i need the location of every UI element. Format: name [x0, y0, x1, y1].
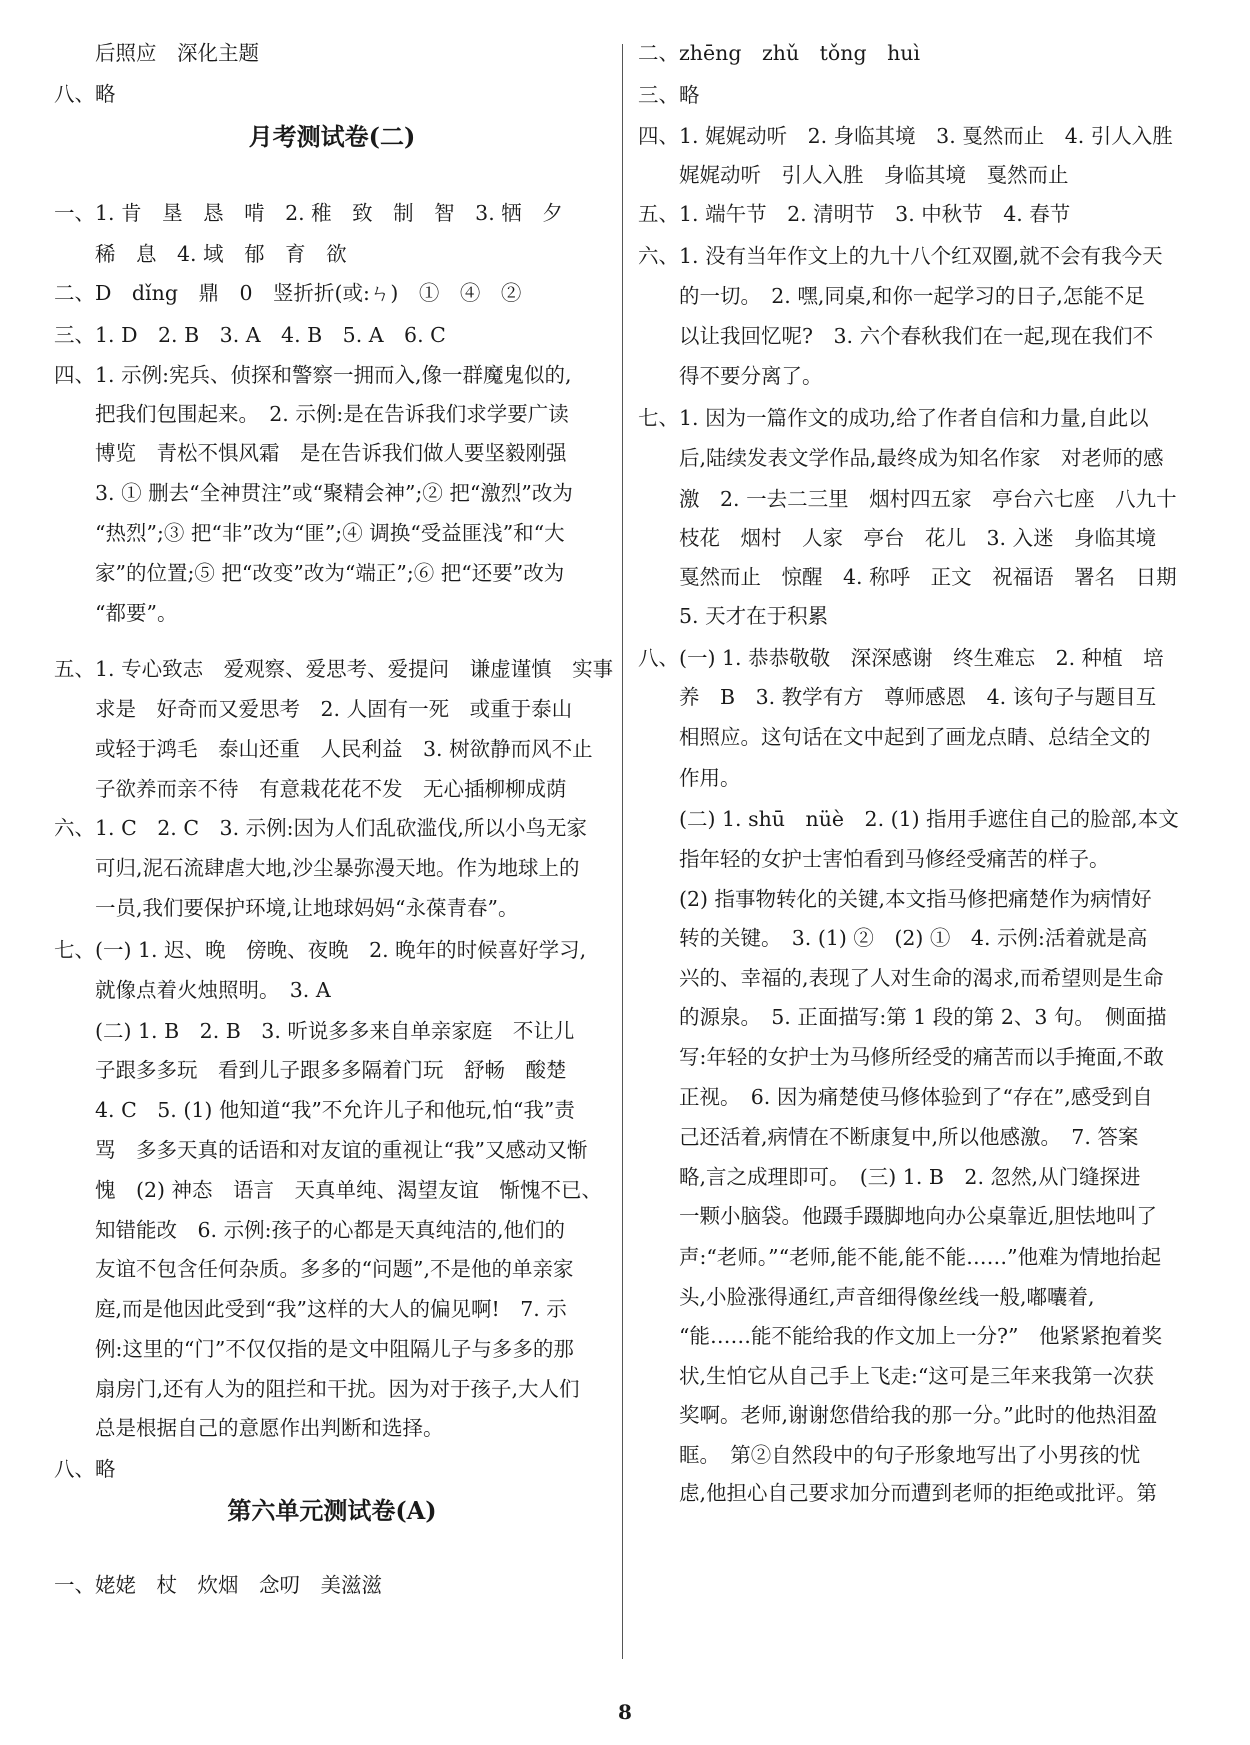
answer-line: 友谊不包含任何杂质。多多的“问题”,不是他的单亲家 — [54, 1257, 574, 1281]
section-title: 第六单元测试卷(A) — [227, 1496, 437, 1525]
answer-line: 把我们包围起来。 2. 示例:是在告诉我们求学要广读 — [54, 402, 569, 426]
answer-line: 的源泉。 5. 正面描写:第 1 段的第 2、3 句。 侧面描 — [638, 1005, 1167, 1029]
answer-line: 三、略 — [638, 83, 700, 107]
answer-line: 扇房门,还有人为的阻拦和干扰。因为对于孩子,大人们 — [54, 1377, 580, 1401]
section-title: 月考测试卷(二) — [248, 122, 416, 151]
column-divider — [622, 44, 623, 1659]
answer-line: 娓娓动听 引人入胜 身临其境 戛然而止 — [638, 163, 1069, 187]
answer-line: 状,生怕它从自己手上飞走:“这可是三年来我第一次获 — [638, 1364, 1154, 1388]
answer-line: 总是根据自己的意愿作出判断和选择。 — [54, 1416, 444, 1440]
answer-line: 后,陆续发表文学作品,最终成为知名作家 对老师的感 — [638, 446, 1164, 470]
answer-line: 一颗小脑袋。他蹑手蹑脚地向办公桌靠近,胆怯地叫了 — [638, 1204, 1158, 1228]
answer-line: 后照应 深化主题 — [54, 41, 259, 65]
answer-line: 子跟多多玩 看到儿子跟多多隔着门玩 舒畅 酸楚 — [54, 1058, 567, 1082]
answer-line: 例:这里的“门”不仅仅指的是文中阻隔儿子与多多的那 — [54, 1337, 574, 1361]
page-number: 8 — [618, 1700, 632, 1724]
answer-line: 三、1. D 2. B 3. A 4. B 5. A 6. C — [54, 323, 446, 347]
answer-line: 八、略 — [54, 82, 116, 106]
answer-line: 以让我回忆呢? 3. 六个春秋我们在一起,现在我们不 — [638, 324, 1154, 348]
answer-line: 兴的、幸福的,表现了人对生命的渴求,而希望则是生命 — [638, 966, 1164, 990]
answer-line: 六、1. 没有当年作文上的九十八个红双圈,就不会有我今天 — [638, 244, 1163, 268]
answer-line: 八、略 — [54, 1457, 116, 1481]
answer-line: 写:年轻的女护士为马修所经受的痛苦而以手掩面,不敢 — [638, 1045, 1164, 1069]
answer-line: 家”的位置;⑤ 把“改变”改为“端正”;⑥ 把“还要”改为 — [54, 561, 565, 585]
answer-line: 戛然而止 惊醒 4. 称呼 正文 祝福语 署名 日期 — [638, 565, 1177, 589]
answer-line: 养 B 3. 教学有方 尊师感恩 4. 该句子与题目互 — [638, 685, 1157, 709]
answer-line: 愧 (2) 神态 语言 天真单纯、渴望友谊 惭愧不已、 — [54, 1178, 603, 1202]
answer-line: 枝花 烟村 人家 亭台 花儿 3. 入迷 身临其境 — [638, 526, 1157, 550]
answer-line: (2) 指事物转化的关键,本文指马修把痛楚作为病情好 — [638, 887, 1152, 911]
answer-line: 4. C 5. (1) 他知道“我”不允许儿子和他玩,怕“我”责 — [54, 1098, 575, 1122]
answer-line: 子欲养而亲不待 有意栽花花不发 无心插柳柳成荫 — [54, 777, 567, 801]
answer-line: 或轻于鸿毛 泰山还重 人民利益 3. 树欲静而风不止 — [54, 737, 593, 761]
answer-line: 七、(一) 1. 迟、晚 傍晚、夜晚 2. 晚年的时候喜好学习, — [54, 938, 587, 962]
answer-line: 激 2. 一去二三里 烟村四五家 亭台六七座 八九十 — [638, 487, 1177, 511]
answer-line: 就像点着火烛照明。 3. A — [54, 978, 331, 1002]
answer-line: 七、1. 因为一篇作文的成功,给了作者自信和力量,自此以 — [638, 406, 1149, 430]
answer-line: 四、1. 娓娓动听 2. 身临其境 3. 戛然而止 4. 引人入胜 — [638, 124, 1173, 148]
answer-line: 5. 天才在于积累 — [638, 604, 829, 628]
answer-line: (二) 1. shū nüè 2. (1) 指用手遮住自己的脸部,本文 — [638, 807, 1179, 831]
answer-line: 知错能改 6. 示例:孩子的心都是天真纯洁的,他们的 — [54, 1218, 565, 1242]
answer-line: 一、姥姥 杖 炊烟 念叨 美滋滋 — [54, 1573, 382, 1597]
answer-line: 二、zhēng zhǔ tǒng huì — [638, 41, 921, 65]
answer-line: 声:“老师。”“老师,能不能,能不能……”他难为情地抬起 — [638, 1245, 1162, 1269]
answer-line: 五、1. 专心致志 爱观察、爱思考、爱提问 谦虚谨慎 实事 — [54, 657, 614, 681]
answer-line: 头,小脸涨得通红,声音细得像丝线一般,嘟囔着, — [638, 1285, 1095, 1309]
answer-line: 眶。 第②自然段中的句子形象地写出了小男孩的忧 — [638, 1443, 1141, 1467]
answer-line: 博览 青松不惧风霜 是在告诉我们做人要坚毅刚强 — [54, 441, 567, 465]
answer-line: 一、1. 肯 垦 恳 啃 2. 稚 致 制 智 3. 牺 夕 — [54, 201, 563, 225]
answer-line: 四、1. 示例:宪兵、侦探和警察一拥而入,像一群魔鬼似的, — [54, 363, 572, 387]
answer-line: 的一切。 2. 嘿,同桌,和你一起学习的日子,怎能不足 — [638, 284, 1145, 308]
answer-line: “能……能不能给我的作文加上一分?” 他紧紧抱着奖 — [638, 1324, 1162, 1348]
answer-line: “热烈”;③ 把“非”改为“匪”;④ 调换“受益匪浅”和“大 — [54, 521, 565, 545]
answer-line: 可归,泥石流肆虐大地,沙尘暴弥漫天地。作为地球上的 — [54, 856, 580, 880]
answer-line: 转的关键。 3. (1) ② (2) ① 4. 示例:活着就是高 — [638, 926, 1148, 950]
answer-line: 五、1. 端午节 2. 清明节 3. 中秋节 4. 春节 — [638, 202, 1071, 226]
answer-line: 作用。 — [638, 766, 741, 790]
answer-line: 六、1. C 2. C 3. 示例:因为人们乱砍滥伐,所以小鸟无家 — [54, 816, 588, 840]
answer-line: 3. ① 删去“全神贯注”或“聚精会神”;② 把“激烈”改为 — [54, 481, 573, 505]
answer-line: 指年轻的女护士害怕看到马修经受痛苦的样子。 — [638, 847, 1110, 871]
answer-line: 八、(一) 1. 恭恭敬敬 深深感谢 终生难忘 2. 种植 培 — [638, 646, 1164, 670]
answer-line: 得不要分离了。 — [638, 364, 823, 388]
answer-line: 己还活着,病情在不断康复中,所以他感激。 7. 答案 — [638, 1125, 1139, 1149]
answer-line: 略,言之成理即可。 (三) 1. B 2. 忽然,从门缝探进 — [638, 1165, 1141, 1189]
answer-line: 骂 多多天真的话语和对友谊的重视让“我”又感动又惭 — [54, 1138, 588, 1162]
answer-line: 求是 好奇而又爱思考 2. 人固有一死 或重于泰山 — [54, 697, 573, 721]
answer-line: 正视。 6. 因为痛楚使马修体验到了“存在”,感受到自 — [638, 1085, 1153, 1109]
answer-line: 稀 息 4. 域 郁 育 欲 — [54, 242, 347, 266]
answer-line: 虑,他担心自己要求加分而遭到老师的拒绝或批评。第 — [638, 1481, 1158, 1505]
answer-line: 二、D dǐng 鼎 0 竖折折(或:ㄣ) ① ④ ② — [54, 281, 522, 305]
answer-line: 相照应。这句话在文中起到了画龙点睛、总结全文的 — [638, 725, 1151, 749]
answer-line: 庭,而是他因此受到“我”这样的大人的偏见啊! 7. 示 — [54, 1297, 567, 1321]
answer-line: 一员,我们要保护环境,让地球妈妈“永葆青春”。 — [54, 896, 519, 920]
answer-line: (二) 1. B 2. B 3. 听说多多来自单亲家庭 不让儿 — [54, 1019, 575, 1043]
answer-line: 奖啊。老师,谢谢您借给我的那一分。”此时的他热泪盈 — [638, 1403, 1158, 1427]
answer-line: “都要”。 — [54, 601, 178, 625]
